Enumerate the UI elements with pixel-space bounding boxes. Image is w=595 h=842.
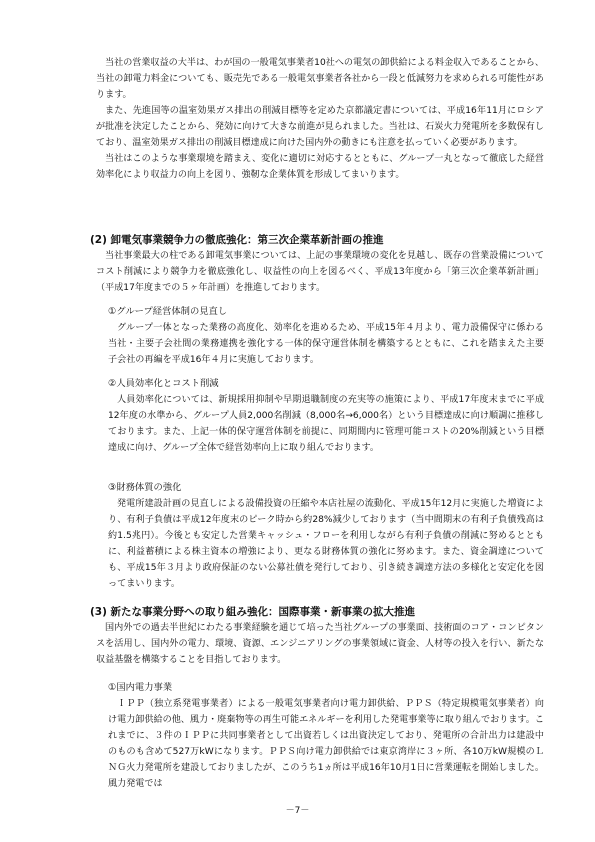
- section-2-item-2-paragraph: 人員効率化については、新規採用抑制や早期退職制度の充実等の施策により、平成17年度末までに平成12年度の水準から、グループ人員2,000名削減（8,000名→6,000名）という目標達成に向け順調に推移しております。また、上記一体的保守運営体制を前提に、同期間内に管理可能コストの20%削減という目標達成に向け、グループ全体で経営効率向上に取り組んでおります。: [108, 395, 544, 453]
- page-number: －7－: [285, 806, 310, 816]
- section-3-body: [96, 620, 544, 668]
- intro-paragraph-2: また、先進国等の温室効果ガス排出の削減目標等を定めた京都議定書については、平成16年11月にロシアが批准を決定したことから、発効に向けて大きな前進が見られました。当社は、石炭火力発電所を多数保有しており、温室効果ガス排出の削減目標達成に向けた国内外の動きにも注意を払っていく必要があります。: [96, 106, 544, 148]
- intro-section: [96, 55, 544, 183]
- section-2-item-2-body: [108, 392, 544, 456]
- section-3-item-1-title: ①国内電力事業: [108, 682, 173, 693]
- section-2-paragraph: 当社事業最大の柱である卸電気事業については、上記の事業環境の変化を見越し、既存の営業設備についてコスト削減により競争力を徹底強化し、収益性の向上を図るべく、平成13年度から「第三次企業革新計画」（平成17年度までの５ヶ年計画）を推進しております。: [96, 251, 544, 293]
- section-2-item-1-title: ①グループ経営体制の見直し: [108, 306, 228, 317]
- section-2-item-3-paragraph: 発電所建設計画の見直しによる設備投資の圧縮や本店社屋の流動化、平成15年12月に実施した増資により、有利子負債は平成12年度末のピーク時から約28%減少しております（当中間期末の有利子負債残高は約1.5兆円）。今後とも安定した営業キャッシュ・フローを利用しながら有利子負債の削減に努めるとともに、利益蓄積による株主資本の増強により、更なる財務体質の強化に努めます。また、資金調達についても、平成15年３月より政府保証のない公募社債を発行しており、引き続き調達方法の多様化と安定化を図ってまいります。: [108, 499, 544, 589]
- section-2-item-1-paragraph: グループ一体となった業務の高度化、効率化を進めるため、平成15年４月より、電力設備保守に係わる当社・主要子会社間の業務連携を強化する一体的保守運営体制を構築するとともに、これを踏まえた主要子会社の再編を平成16年４月に実施しております。: [108, 323, 544, 365]
- section-2-item-3-title: ③財務体質の強化: [108, 482, 182, 493]
- intro-paragraph-3: 当社はこのような事業環境を踏まえ、変化に適切に対応するとともに、グループ一丸となって徹底した経営効率化により収益力の向上を図り、強靭な企業体質を形成してまいります。: [96, 154, 544, 180]
- section-3-paragraph: 国内外での過去半世紀にわたる事業経験を通じて培った当社グループの事業面、技術面のコア・コンピタンスを活用し、国内外の電力、環境、資源、エンジニアリングの事業領域に資金、人材等の投入を行い、新たな収益基盤を構築することを目指しております。: [96, 623, 544, 665]
- section-3-item-1-paragraph: ＩＰＰ（独立系発電事業者）による一般電気事業者向け電力卸供給、ＰＰＳ（特定規模電気事業者）向け電力卸供給の他、風力・廃棄物等の再生可能エネルギーを利用した発電事業等に取り組んでおります。これまでに、３件のＩＰＰに共同事業者として出資若しくは出資決定しており、発電所の合計出力は建設中のものも含めて527万kWになります。ＰＰＳ向け電力卸供給では東京湾岸に３ヶ所、各10万kW規模のＬＮＧ火力発電所を建設しておりましたが、このうち1ヵ所は平成16年10月1日に営業運転を開始しました。風力発電では: [108, 699, 544, 789]
- intro-paragraph-1: 当社の営業収益の大半は、わが国の一般電気事業者10社への電気の卸供給による料金収入であることから、当社の卸電力料金についても、販売先である一般電気事業者各社から一段と低減努力を求められる可能性があります。: [96, 58, 544, 100]
- section-2-heading: (2) 卸電気事業競争力の徹底強化：第三次企業革新計画の推進: [90, 234, 384, 246]
- section-2-body: [96, 248, 544, 296]
- section-3-heading: (3) 新たな事業分野への取り組み強化：国際事業・新事業の拡大推進: [90, 606, 416, 618]
- section-2-item-1-body: [108, 320, 544, 368]
- section-2-item-2-title: ②人員効率化とコスト削減: [108, 378, 219, 389]
- section-3-item-1-body: [108, 696, 544, 792]
- section-2-item-3-body: [108, 496, 544, 592]
